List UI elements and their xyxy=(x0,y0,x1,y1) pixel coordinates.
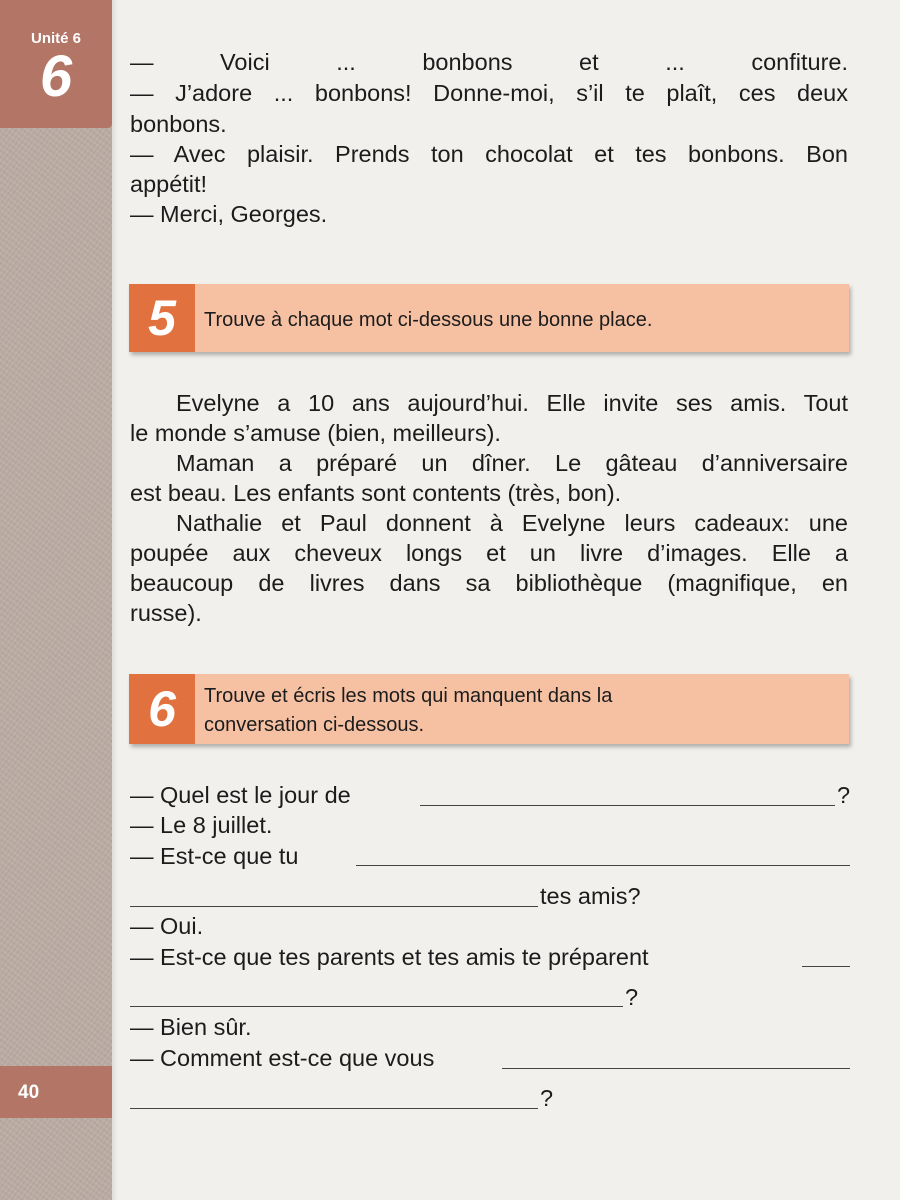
text-line: beaucoup de livres dans sa bibliothèque (magnifique, en xyxy=(130,570,848,596)
answer-blank[interactable] xyxy=(130,906,538,907)
exercise-6-header xyxy=(129,674,849,744)
exercise-6-instruction-line1: Trouve et écris les mots qui manquent dans la xyxy=(204,685,613,707)
dialogue-line: — Le 8 juillet. xyxy=(130,812,273,838)
strip-shadow xyxy=(112,0,118,1200)
question-mark: ? xyxy=(540,1085,554,1111)
dialogue-line: — Quel est le jour de xyxy=(130,782,351,808)
answer-blank[interactable] xyxy=(356,865,850,866)
answer-blank[interactable] xyxy=(502,1068,850,1069)
unit-label: Unité 6 xyxy=(30,30,81,47)
dialogue-line: — Est-ce que tes parents et tes amis te préparent xyxy=(130,944,649,970)
page-number: 40 xyxy=(18,1082,40,1103)
dialogue-line: tes amis? xyxy=(540,883,641,909)
dialogue-line: — Bien sûr. xyxy=(130,1014,252,1040)
exercise-6-number: 6 xyxy=(129,674,195,744)
dialogue-line: — Est-ce que tu xyxy=(130,843,299,869)
dialogue-line: appétit! xyxy=(130,171,208,197)
page-side-strip xyxy=(0,0,112,1200)
answer-blank[interactable] xyxy=(130,1006,623,1007)
question-mark: ? xyxy=(837,782,851,808)
answer-blank[interactable] xyxy=(130,1108,538,1109)
dialogue-line: bonbons. xyxy=(130,111,227,137)
text-line: poupée aux cheveux longs et un livre d’images. Elle a xyxy=(130,540,848,566)
text-line: Evelyne a 10 ans aujourd’hui. Elle invite ses amis. Tout xyxy=(176,390,848,416)
dialogue-line: — Avec plaisir. Prends ton chocolat et tes bonbons. Bon xyxy=(130,141,848,167)
dialogue-line: — Comment est-ce que vous xyxy=(130,1045,435,1071)
answer-blank[interactable] xyxy=(420,805,835,806)
dialogue-line: — Merci, Georges. xyxy=(130,201,328,227)
dialogue-line: — Oui. xyxy=(130,913,204,939)
text-line: est beau. Les enfants sont contents (très, bon). xyxy=(130,480,622,506)
answer-blank[interactable] xyxy=(802,966,850,967)
question-mark: ? xyxy=(625,984,639,1010)
text-line: le monde s’amuse (bien, meilleurs). xyxy=(130,420,501,446)
dialogue-line: — Voici ... bonbons et ... confiture. xyxy=(130,49,848,75)
dialogue-line: — J’adore ... bonbons! Donne-moi, s’il te plaît, ces deux xyxy=(130,80,848,106)
text-line: russe). xyxy=(130,600,202,626)
exercise-6-instruction-line2: conversation ci-dessous. xyxy=(204,714,425,736)
text-line: Nathalie et Paul donnent à Evelyne leurs cadeaux: une xyxy=(176,510,848,536)
unit-number: 6 xyxy=(39,44,73,109)
exercise-5-instruction: Trouve à chaque mot ci-dessous une bonne place. xyxy=(204,309,653,331)
exercise-5-header xyxy=(129,284,849,352)
text-line: Maman a préparé un dîner. Le gâteau d’anniversaire xyxy=(176,450,848,476)
exercise-5-number: 5 xyxy=(129,284,195,352)
